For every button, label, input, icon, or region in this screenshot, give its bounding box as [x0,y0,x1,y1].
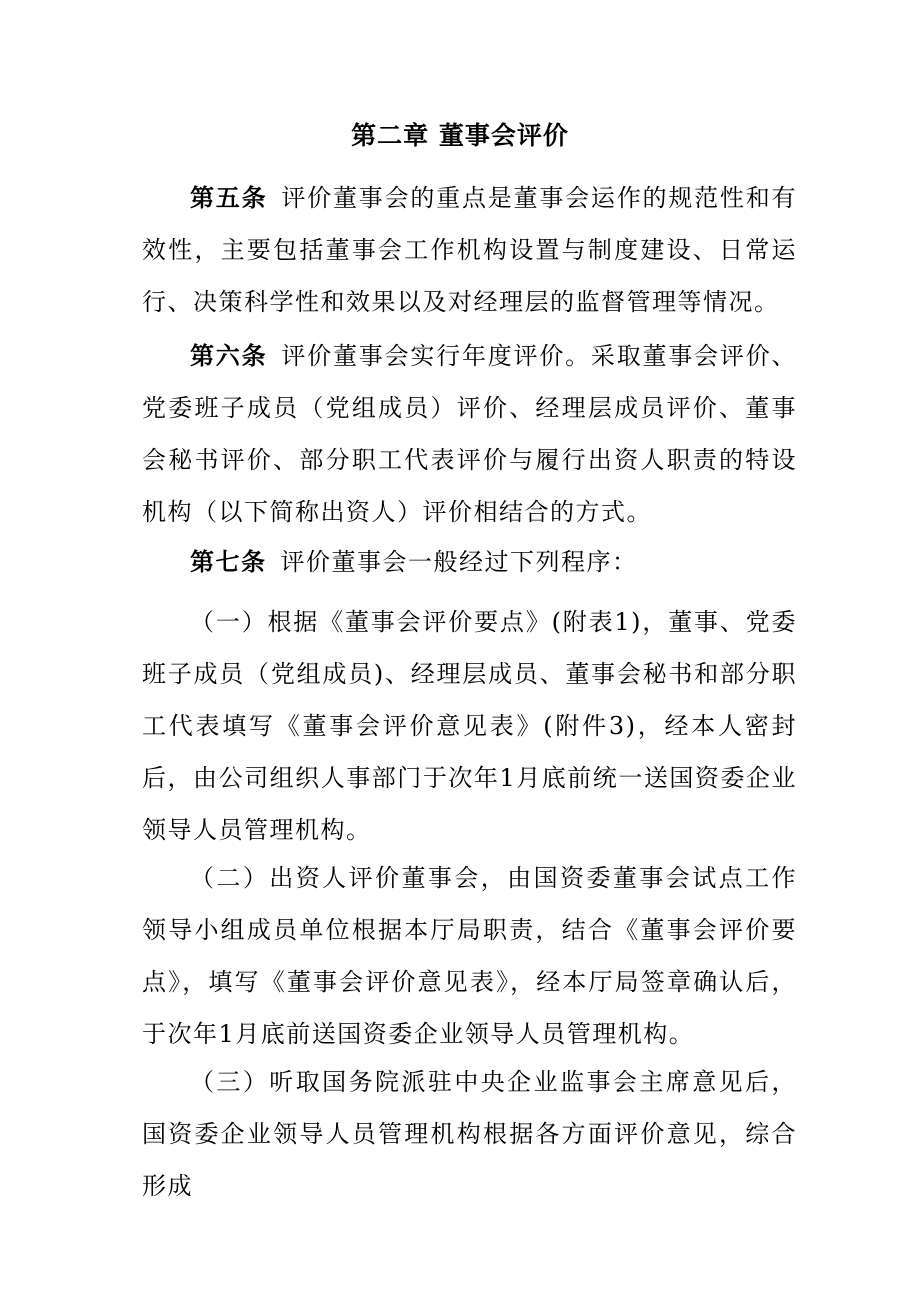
article-6-label: 第六条 [190,341,268,370]
article-5-label: 第五条 [190,183,268,212]
procedure-item-3: （三）听取国务院派驻中央企业监事会主席意见后，国资委企业领导人员管理机构根据各方面评价意见，综合形成 [142,1068,797,1200]
article-7-paragraph [142,536,797,588]
article-5-paragraph [142,172,797,328]
article-5-text: 评价董事会的重点是董事会运作的规范性和有效性，主要包括董事会工作机构设置与制度建设、日常运行、决策科学性和效果以及对经理层的监督管理等情况。 [142,184,798,316]
procedure-item-2: （二）出资人评价董事会，由国资委董事会试点工作领导小组成员单位根据本厅局职责，结合《董事会评价要点》，填写《董事会评价意见表》，经本厅局签章确认后，于次年1月底前送国资委企业领导人员管理机构。 [142,864,797,1048]
article-6-paragraph [142,330,797,538]
article-6-text: 评价董事会实行年度评价。采取董事会评价、党委班子成员（党组成员）评价、经理层成员评价、董事会秘书评价、部分职工代表评价与履行出资人职责的特设机构（以下简称出资人）评价相结合的方式。 [142,342,798,526]
article-7-label: 第七条 [190,547,267,576]
procedure-item-1: （一）根据《董事会评价要点》(附表1)，董事、党委班子成员（党组成员)、经理层成员、董事会秘书和部分职工代表填写《董事会评价意见表》(附件3)，经本人密封后，由公司组织人事部门于次年1月底前统一送国资委企业领导人员管理机构。 [142,608,797,844]
chapter-title: 第二章 董事会评价 [351,121,569,150]
article-7-text: 评价董事会一般经过下列程序： [280,548,638,576]
